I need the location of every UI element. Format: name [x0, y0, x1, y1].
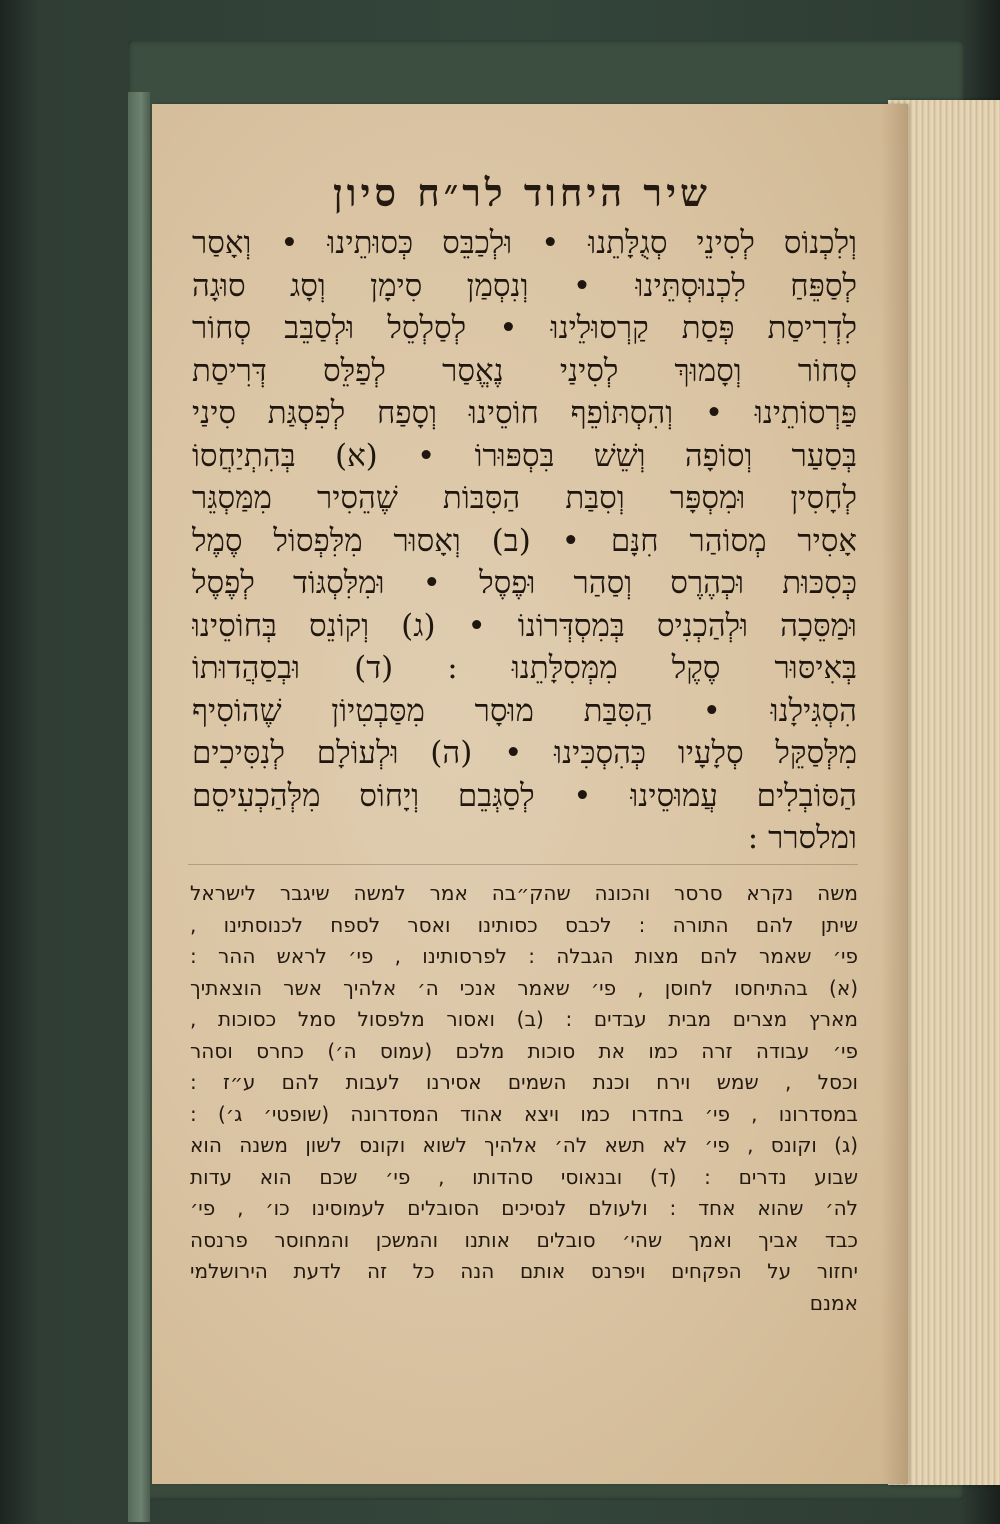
poem-line: פַּרְסוֹתֵינוּ • וְהִסְתּוֹפֵף חוֹסֵינוּ וְסָפַח לְפִסְגַּת סִינַי — [192, 395, 857, 431]
commentary-line: שבוע נדרים : (ד) ובנאוסי סהדותו , פי׳ שכם הוא עדות — [190, 1164, 858, 1189]
poem-line: בְּסַעַר וְסוֹפָה וְשֵׁשׁ בִּסְפּוּרוֹ • (א) בְּהִתְיַחֲסוֹ — [192, 437, 857, 474]
poem-line: וְלִכְנוֹס לְסִינֵי סְגֻלָּתֵנוּ • וּלְכַבֵּס כְּסוּתֵינוּ • וְאָסַר — [192, 225, 857, 261]
commentary-line: יחזור על הפקחים ויפרנס אותם הנה כל זה לדעת הירושלמי — [190, 1259, 858, 1283]
commentary-line: שיתן להם התורה : לכבס כסותינו ואסר לספח לכנוסתינו , — [190, 912, 858, 937]
commentary-line: במסדרונו , פי׳ בחדרו כמו ויצא אהוד המסדרונה (שופטי׳ ג׳) : — [190, 1101, 858, 1126]
commentary-line: לה׳ שהוא אחד : ולעולם לנסיכים הסובלים לעמוסינו כו׳ , פי׳ — [190, 1196, 858, 1220]
book-page — [152, 104, 908, 1484]
poem-line: מִלְּסַקֵּל סְלָעָיו כְּהִסְכִּינוּ • (ה) וּלְעוֹלָם לְנִסִּיכִים — [192, 735, 857, 771]
commentary-line: כבד אביך ואמך שהי׳ סובלים אותנו והמשכן והמחוסר פרנסה — [190, 1227, 858, 1252]
poem-line: לְחָסִין וּמִסְפָּר וְסִבַּת הַסִּבּוֹת שֶׁהֵסִיר מִמַּסְגֵּר — [192, 480, 857, 516]
poem-line: כְּסִכּוּת וּכְהֶרֶס וְסַהַר וּפֶסֶל • וּמִלִּסְגּוֹד לְפֶסֶל — [192, 565, 857, 601]
commentary-body — [190, 878, 858, 1319]
commentary-line: פי׳ שאמר להם מצות הגבלה : לפרסותינו , פי׳ לראש ההר : — [190, 944, 858, 968]
poem-line: הִסְגִּילָנוּ • הַסִּבַּת מוּסָר מִסַּבְטִיוֹן שֶׁהוֹסִיף — [192, 692, 857, 729]
poem-line: אָסִיר מְסוֹהַר חִנָּם • (ב) וְאָסוּר מִלִּפְסוֹל סֶמֶל — [192, 522, 857, 559]
cover-spine-strip — [128, 92, 150, 1522]
page-header: שיר היחוד לר״ח סיון — [333, 170, 711, 215]
commentary-line: (ג) וקונס , פי׳ לא תשא לה׳ אלהיך לשוא וקונס לשון משנה הוא — [190, 1133, 858, 1157]
poem-line: הַסּוֹבְלִים עֲמוּסֵינוּ • לְסַגְּבֵם וְיָחוֹס מִלְּהַכְעִיסֵם — [192, 777, 857, 814]
poem-line: ומלסרר : — [747, 820, 857, 856]
commentary-line: וכסל , שמש וירח וכנת השמים אסירנו לעבות להם ע״ז : — [190, 1070, 858, 1094]
poem-body — [192, 222, 857, 860]
poem-line: לְסַפֵּחַ לִכְנוּסְתֵּינוּ • וְנִסְמַן סִימָן וְסָג סוּגָה — [192, 267, 857, 304]
commentary-line: פי׳ עבודה זרה כמו את סוכות מלכם (עמוס ה׳) כחרס וסהר — [190, 1038, 858, 1063]
commentary-line: מארץ מצרים מבית עבדים : (ב) ואסור מלפסול סמל כסוכות , — [190, 1007, 858, 1031]
commentary-line: אמנם — [809, 1290, 858, 1315]
poem-line: לִדְרִיסַת פְּסַת קַרְסוּלֵינוּ • לְסַלְסֵל וּלְסַבֵּב סְחוֹר — [192, 310, 857, 346]
book-cover — [128, 40, 964, 1500]
poem-line: סְחוֹר וְסָמוּךְ לְסִינַי נֶאֱסַר לְפַלֵּס דְּרִיסַת — [192, 352, 857, 389]
poem-line: וּמַסֵּכָה וּלְהַכְנִיס בְּמִסְדְּרוֹנוֹ • (ג) וְקוֹנֵס בְּחוֹסֵינוּ — [192, 607, 857, 644]
poem-line: בְּאִיסּוּר סֶקֶל מִמְּסִלָּתֵנוּ : (ד) וּבְסַהֲדוּתוֹ — [192, 650, 857, 686]
section-divider — [188, 864, 858, 865]
commentary-line: (א) בהתיחסו לחוסן , פי׳ שאמר אנכי ה׳ אלהיך אשר הוצאתיך — [190, 975, 858, 1000]
commentary-line: משה נקרא סרסר והכונה שהק״בה אמר למשה שיגבר לישראל — [190, 881, 858, 905]
